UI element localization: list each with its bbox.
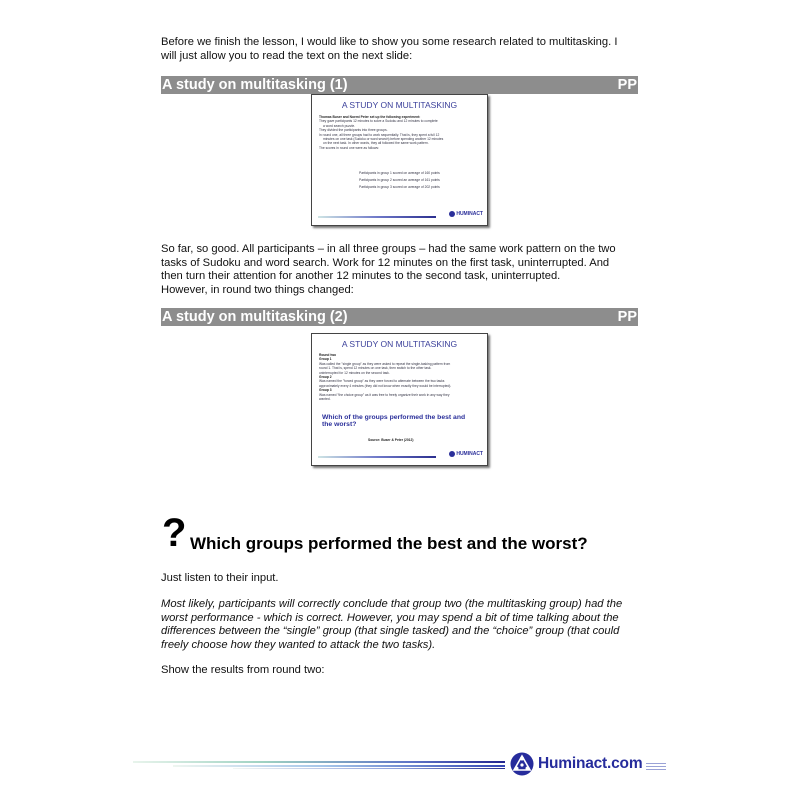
slide-line: a word search puzzle.	[323, 123, 356, 128]
huminact-triangle-logo-icon	[510, 752, 534, 776]
slide-line: uninterrupted for 12 minutes on the second task.	[319, 370, 390, 375]
slide-line: Was called the "single group" as they were asked to repeat the single-tasking pattern from	[319, 361, 451, 366]
slide-header-tag: PP	[617, 309, 637, 325]
text-line: Before we finish the lesson, I would like to show you some research related to multitasking. I	[161, 36, 618, 48]
slide-line: They gave participants 12 minutes to solve a Sudoku and 12 minutes to complete	[319, 119, 438, 124]
text-line: worst performance - which is correct. However, you may spend a bit of time talking about the	[161, 611, 619, 624]
slide-line: round 1. That is, spend 12 minutes on one task, then switch to the other task.	[319, 366, 432, 371]
slide-header-title: A study on multitasking (2)	[162, 309, 348, 325]
slide-header-bar-2	[161, 308, 638, 326]
listen-paragraph	[161, 572, 641, 586]
text-line: Most likely, participants will correctly conclude that group two (the multitasking group) had the	[161, 598, 623, 610]
huminact-mini-icon	[449, 211, 455, 217]
text-line: Just listen to their input.	[161, 572, 279, 584]
slide-logo	[449, 211, 483, 217]
slide-line: Thomas Buser and Noemi Peter set up the following experiment:	[319, 115, 421, 119]
slide-result-line: Participants in group 3 scored on average of 202 points	[359, 184, 440, 189]
slide-line: In round one, all three groups had to work sequentially. That is, they spent a full 12	[319, 132, 440, 137]
text-line: tasks of Sudoku and word search. Work for 12 minutes on the first task, uninterrupted. And	[161, 256, 610, 269]
footer-logo-text: Huminact.com	[538, 755, 643, 772]
text-line: So far, so good. All participants – in all three groups – had the same work pattern on the two	[161, 243, 616, 255]
slide-header-tag: PP	[617, 77, 637, 93]
slide-title: A STUDY ON MULTITASKING	[341, 339, 458, 349]
slide-line: approximately every 4 minutes (they did not know when exactly they would be interrupted).	[319, 383, 452, 388]
slide-line: minutes on one task (Sudoku or word search) before spending another 12 minutes	[323, 137, 444, 142]
text-line: However, in round two things changed:	[161, 283, 354, 296]
middle-paragraph	[161, 243, 641, 297]
slide-result-line: Participants in group 1 scored on average of 160 points	[359, 171, 440, 175]
slide-body	[319, 115, 481, 150]
slide-footer-line	[318, 456, 436, 458]
huminact-mini-icon	[449, 451, 455, 457]
slide-line: Group 3	[319, 388, 332, 393]
slide-results	[359, 171, 440, 192]
slide-logo-text: HUMINACT	[456, 451, 483, 457]
slide-thumbnail-2	[311, 333, 488, 466]
slide-line: The scores in round one were as follows:	[319, 145, 379, 150]
slide-footer-line	[318, 216, 436, 218]
slide-line: Group 2	[319, 375, 332, 380]
text-line: will just allow you to read the text on the next slide:	[161, 49, 413, 62]
show-results-paragraph	[161, 664, 641, 678]
text-line: differences between the “single” group (that single tasked) and the “choice” group (that could	[161, 625, 620, 637]
slide-line: Round two	[319, 353, 337, 357]
text-line: freely choose how they wanted to attack the two tasks).	[161, 638, 436, 651]
slide-line: Was named "the choice group" as it was free to freely organize their work in any way they	[319, 392, 450, 397]
slide-line: Group 1	[319, 357, 332, 362]
text-line: Show the results from round two:	[161, 664, 325, 676]
footer-decorative-line	[133, 761, 505, 770]
slide-header-title: A study on multitasking (1)	[162, 77, 348, 93]
slide-logo	[449, 451, 483, 457]
footer-right-lines	[646, 763, 666, 772]
text-line: then turn their attention for another 12 minutes to the second task, uninterrupted.	[161, 270, 561, 282]
slide-thumbnail-1	[311, 94, 488, 226]
slide-body	[319, 353, 481, 401]
slide-logo-text: HUMINACT	[456, 211, 483, 217]
slide-title: A STUDY ON MULTITASKING	[341, 100, 458, 110]
slide-line: Was named the "forced group" as they were forced to alternate between the two tasks	[319, 379, 445, 384]
slide-header-bar-1	[161, 76, 638, 94]
intro-paragraph	[161, 36, 641, 63]
italic-paragraph	[161, 598, 641, 652]
section-heading: Which groups performed the best and the worst?	[190, 534, 588, 553]
slide-line: They divided the participants into three groups.	[319, 128, 388, 133]
slide-source	[368, 438, 481, 442]
slide-line: on the next task. In other words, they all followed the same work pattern.	[323, 141, 429, 146]
slide-source-line: Source: Buser & Peter (2012)	[368, 438, 414, 442]
slide-result-line: Participants in group 2 scored an average of 161 points	[359, 177, 440, 182]
footer-logo[interactable]	[510, 752, 642, 776]
question-mark-icon: ?	[162, 511, 187, 555]
slide-line: wanted.	[319, 397, 331, 402]
slide-question: Which of the groups performed the best and the worst?	[322, 414, 466, 429]
